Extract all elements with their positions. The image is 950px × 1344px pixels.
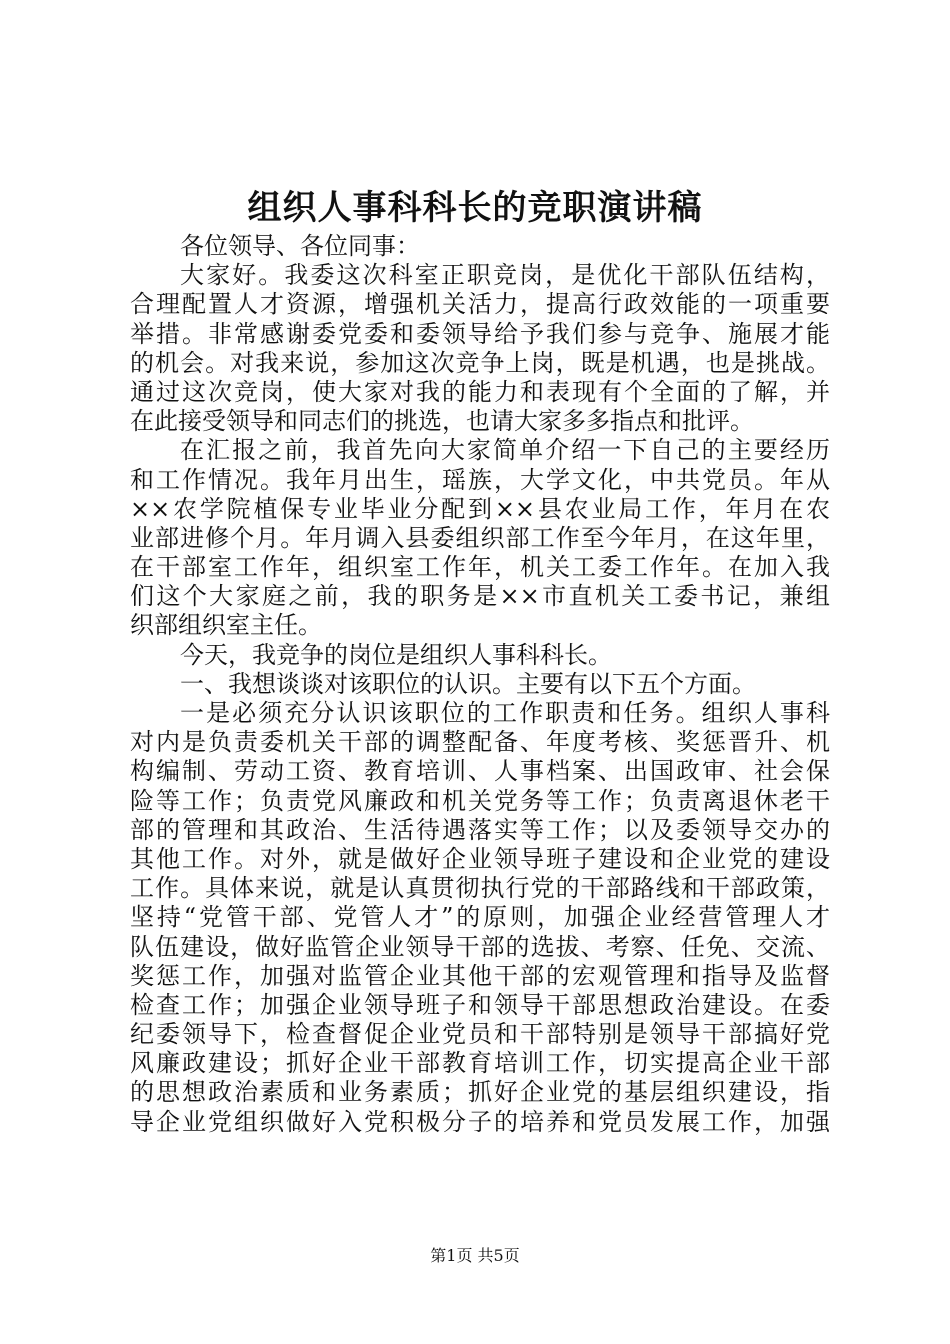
- text-line: 纪委领导下，检查督促企业党员和干部特别是领导干部搞好党: [130, 1020, 830, 1049]
- text-line: 风廉政建设；抓好企业干部教育培训工作，切实提高企业干部: [130, 1049, 830, 1078]
- text-line: 和工作情况。我年月出生，瑶族，大学文化，中共党员。年从: [130, 465, 830, 494]
- text-line: 在干部室工作年，组织室工作年，机关工委工作年。在加入我: [130, 553, 830, 582]
- text-line: 队伍建设，做好监管企业领导干部的选拔、考察、任免、交流、: [130, 932, 830, 961]
- text-line: 的机会。对我来说，参加这次竞争上岗，既是机遇，也是挑战。: [130, 348, 830, 377]
- text-line: 对内是负责委机关干部的调整配备、年度考核、奖惩晋升、机: [130, 728, 830, 757]
- text-line: 今天，我竞争的岗位是组织人事科科长。: [180, 640, 612, 669]
- text-line: 在此接受领导和同志们的挑选，也请大家多多指点和批评。: [130, 407, 754, 436]
- text-line: 大家好。我委这次科室正职竞岗，是优化干部队伍结构，: [180, 261, 830, 290]
- text-line: 的思想政治素质和业务素质；抓好企业党的基层组织建设，指: [130, 1078, 830, 1107]
- text-line: 工作。具体来说，就是认真贯彻执行党的干部路线和干部政策，: [130, 874, 830, 903]
- text-line: 在汇报之前，我首先向大家简单介绍一下自己的主要经历: [180, 436, 830, 465]
- text-line: 坚持“党管干部、党管人才”的原则，加强企业经营管理人才: [130, 903, 830, 932]
- text-line: 各位领导、各位同事：: [180, 232, 420, 260]
- text-line: 一是必须充分认识该职位的工作职责和任务。组织人事科: [180, 699, 830, 727]
- text-line: 检查工作；加强企业领导班子和领导干部思想政治建设。在委: [130, 990, 830, 1019]
- text-line: 其他工作。对外，就是做好企业领导班子建设和企业党的建设: [130, 844, 830, 873]
- text-line: ××农学院植保专业毕业分配到××县农业局工作，年月在农: [130, 494, 830, 523]
- document-body: [130, 232, 830, 1137]
- text-line: 奖惩工作，加强对监管企业其他干部的宏观管理和指导及监督: [130, 961, 830, 990]
- text-line: 导企业党组织做好入党积极分子的培养和党员发展工作，加强: [130, 1107, 830, 1136]
- text-line: 举措。非常感谢委党委和委领导给予我们参与竞争、施展才能: [130, 319, 830, 348]
- text-line: 一、我想谈谈对该职位的认识。主要有以下五个方面。: [180, 669, 756, 698]
- text-line: 部的管理和其政治、生活待遇落实等工作；以及委领导交办的: [130, 815, 830, 844]
- document-title: 组织人事科科长的竞职演讲稿: [247, 188, 703, 228]
- text-line: 险等工作；负责党风廉政和机关党务等工作；负责离退休老干: [130, 786, 830, 815]
- text-line: 织部组织室主任。: [130, 611, 322, 640]
- text-line: 们这个大家庭之前，我的职务是××市直机关工委书记，兼组: [130, 582, 830, 611]
- text-line: 合理配置人才资源，增强机关活力，提高行政效能的一项重要: [130, 290, 830, 319]
- text-line: 通过这次竞岗，使大家对我的能力和表现有个全面的了解，并: [130, 377, 830, 406]
- text-line: 构编制、劳动工资、教育培训、人事档案、出国政审、社会保: [130, 757, 830, 786]
- text-line: 业部进修个月。年月调入县委组织部工作至今年月，在这年里，: [130, 523, 830, 552]
- page-footer: 第1页 共5页: [430, 1246, 520, 1265]
